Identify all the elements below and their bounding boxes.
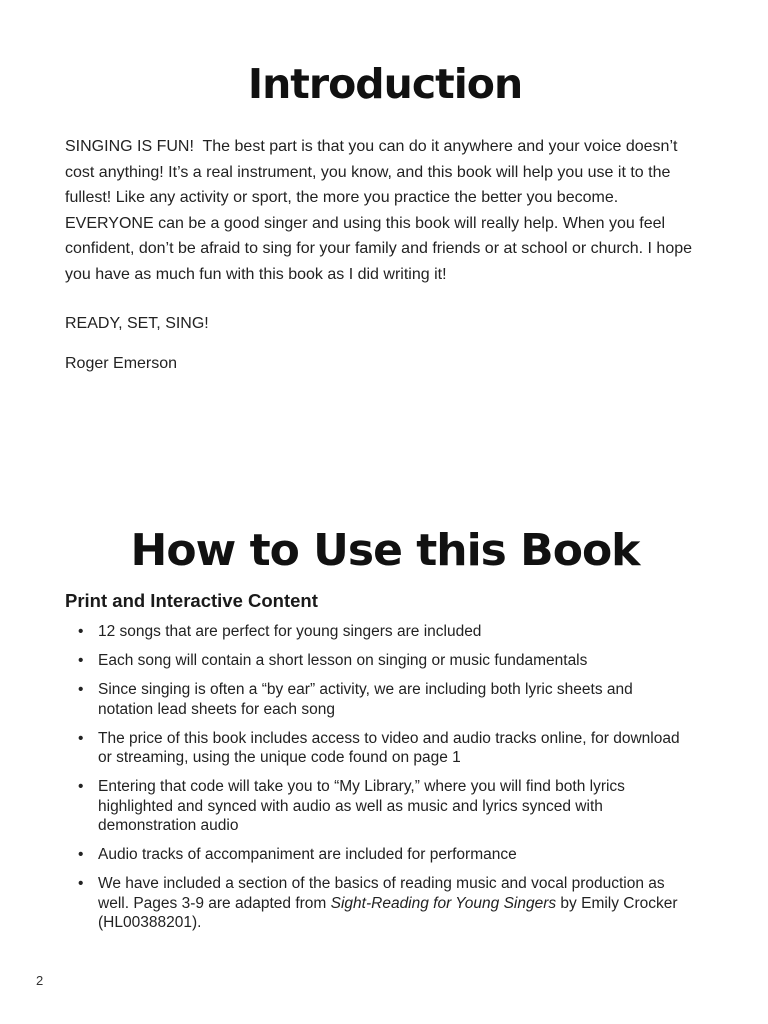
- author-name: Roger Emerson: [65, 355, 178, 372]
- citation-text-after: by Emily Crocker (HL00388201).: [98, 894, 678, 931]
- list-item: • Since singing is often a “by ear” activity, we are including both lyric sheets and notation lead sheets for each song: [65, 680, 685, 719]
- introduction-heading: Introduction: [247, 60, 523, 108]
- list-item-with-citation: [65, 874, 685, 933]
- list-item: • Each song will contain a short lesson on singing or music fundamentals: [65, 651, 685, 671]
- print-interactive-subheading: Print and Interactive Content: [65, 590, 318, 611]
- page-number: 2: [36, 973, 44, 988]
- citation-book-title: Sight-Reading for Young Singers: [330, 894, 557, 912]
- how-to-use-heading: How to Use this Book: [130, 525, 640, 576]
- list-item: • Audio tracks of accompaniment are included for performance: [65, 845, 685, 865]
- feature-bullet-list: [65, 622, 705, 933]
- list-item: • 12 songs that are perfect for young singers are included: [65, 622, 685, 642]
- introduction-paragraph: SINGING IS FUN! The best part is that you can do it anywhere and your voice doesn’t cost anything! It’s a real instrument, you know, and this book will help you use it to the fullest! Like any activity or sport, the more you practice the better you become. EVERYONE can be a good singer and using this book will really help. When you feel confident, don’t be afraid to sing for your family and friends or at school or church. I hope you have as much fun with this book as I did writing it!: [65, 138, 697, 283]
- ready-set-sing-line: READY, SET, SING!: [65, 315, 209, 332]
- citation-text-before: We have included a section of the basics of reading music and vocal production as well. Pages 3-9 are adapted from: [98, 875, 665, 912]
- list-item: • Entering that code will take you to “My Library,” where you will find both lyrics highlighted and synced with audio as well as music and lyrics synced with demonstration audio: [65, 777, 685, 836]
- list-item: • The price of this book includes access to video and audio tracks online, for download or streaming, using the unique code found on page 1: [65, 729, 685, 768]
